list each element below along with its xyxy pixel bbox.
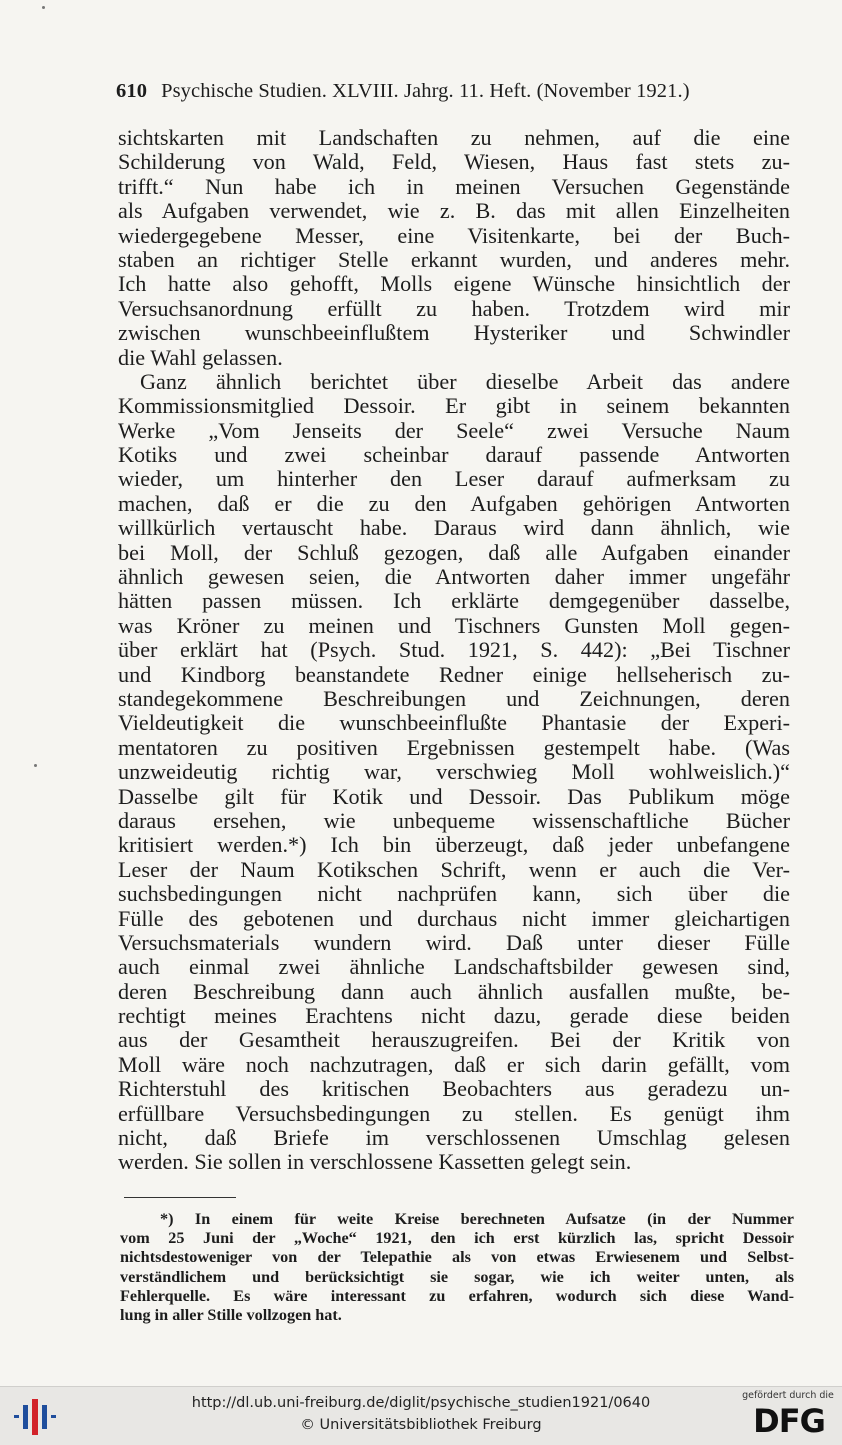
text-line: Ganz ähnlich berichtet über dieselbe Arbeit das andere [140, 368, 790, 394]
text-line: Richterstuhl des kritischen Beobachters aus geradezu un- [118, 1076, 790, 1102]
text-line: daraus ersehen, wie unbequeme wissenschaftliche Bücher [118, 807, 790, 833]
text-line: willkürlich vertauscht habe. Daraus wird dann ähnlich, wie [118, 515, 790, 541]
footnote-line: verständlichem und berücksichtigt sie sogar, wie ich weiter unten, als [120, 1267, 794, 1286]
scan-speck [42, 6, 45, 9]
text-line: wiedergegebene Messer, eine Visitenkarte, bei der Buch- [118, 222, 790, 248]
text-line: Versuchsmaterials wundern wird. Daß unter dieser Fülle [118, 929, 790, 955]
text-line: Leser der Naum Kotikschen Schrift, wenn er auch die Ver- [118, 856, 790, 882]
text-line: Versuchsanordnung erfüllt zu haben. Trotzdem wird mir [118, 295, 790, 321]
text-line: rechtigt meines Erachtens nicht dazu, gerade diese beiden [118, 1003, 790, 1029]
text-line: Kotiks und zwei scheinbar darauf passende Antworten [118, 442, 790, 468]
footnote-line: vom 25 Juni der „Woche“ 1921, den ich erst kürzlich las, spricht Dessoir [120, 1229, 794, 1248]
footnote-line: nichtsdestoweniger von der Telepathie als von etwas Erwiesenem und Selbst- [120, 1248, 794, 1267]
text-line: nicht, daß Briefe im verschlossenen Umschlag gelesen [118, 1125, 790, 1151]
running-header [116, 80, 796, 112]
text-line: Kommissionsmitglied Dessoir. Er gibt in seinem bekannten [118, 393, 790, 419]
footnote [120, 1210, 794, 1325]
sponsor-caption: gefördert durch die [742, 1390, 834, 1401]
text-line: bei Moll, der Schluß gezogen, daß alle Aufgaben einander [118, 539, 790, 565]
text-line: Ich hatte also gehofft, Molls eigene Wünsche hinsichtlich der [118, 271, 790, 297]
text-line: sichtskarten mit Landschaften zu nehmen, auf die eine [118, 125, 790, 150]
text-line: Werke „Vom Jenseits der Seele“ zwei Versuche Naum [118, 417, 790, 443]
text-line: wieder, um hinterher den Leser darauf aufmerksam zu [118, 466, 790, 492]
text-line: Vieldeutigkeit die wunschbeeinflußte Phantasie der Experi- [118, 710, 790, 736]
scan-speck [34, 764, 37, 767]
text-line: aus der Gesamtheit herauszugreifen. Bei der Kritik von [118, 1027, 790, 1053]
text-line: ähnlich gewesen seien, die Antworten daher immer ungefähr [118, 564, 790, 590]
copyright-notice: © Universitätsbibliothek Freiburg [300, 1417, 542, 1433]
permalink-url[interactable]: http://dl.ub.uni-freiburg.de/diglit/psychische_studien1921/0640 [191, 1395, 651, 1411]
text-line: Dasselbe gilt für Kotik und Dessoir. Das Publikum möge [118, 783, 790, 809]
dfg-sponsor-logo[interactable] [740, 1390, 836, 1442]
text-line: über erklärt hat (Psych. Stud. 1921, S. 442): „Bei Tischner [118, 637, 790, 663]
footnote-line: lung in aller Stille vollzogen hat. [120, 1305, 342, 1324]
text-line: machen, daß er die zu den Aufgaben gehörigen Antworten [118, 490, 790, 516]
text-line: unzweideutig richtig war, verschwieg Moll wohlweislich.)“ [118, 759, 790, 785]
text-line: trifft.“ Nun habe ich in meinen Versuchen Gegenstände [118, 173, 790, 199]
text-line: kritisiert werden.*) Ich bin überzeugt, daß jeder unbefangene [118, 832, 790, 858]
text-line: suchsbedingungen nicht nachprüfen kann, sich über die [118, 881, 790, 907]
footnote-rule [124, 1197, 236, 1198]
text-line: deren Beschreibung dann auch ähnlich ausfallen mußte, be- [118, 978, 790, 1004]
text-line: Moll wäre noch nachzutragen, daß er sich darin gefällt, vom [118, 1051, 790, 1077]
text-line: hätten passen müssen. Ich erklärte demgegenüber dasselbe, [118, 588, 790, 614]
text-line: die Wahl gelassen. [118, 344, 283, 370]
text-line: und Kindborg beanstandete Redner einige hellseherisch zu- [118, 661, 790, 687]
text-line: staben an richtiger Stelle erkannt wurden, und anderes mehr. [118, 246, 790, 272]
text-line: werden. Sie sollen in verschlossene Kassetten gelegt sein. [118, 1149, 632, 1175]
text-line: mentatoren zu positiven Ergebnissen gestempelt habe. (Was [118, 734, 790, 760]
text-line: zwischen wunschbeeinflußtem Hysteriker und Schwindler [118, 320, 790, 346]
text-line: auch einmal zwei ähnliche Landschaftsbilder gewesen sind, [118, 954, 790, 980]
text-line: was Kröner zu meinen und Tischners Gunsten Moll gegen- [118, 612, 790, 638]
dfg-logo-text: DFG [753, 1402, 825, 1440]
viewer-footer [0, 1386, 842, 1445]
running-title: Psychische Studien​. XLVIII. Jahrg. 11. Heft. (November 1921.) [161, 80, 690, 102]
text-line: Schilderung von Wald, Feld, Wiesen, Haus fast stets zu- [118, 149, 790, 175]
page-number: 610 [116, 80, 148, 102]
footnote-line: *) In einem für weite Kreise berechneten Aufsatze (in der Nummer [160, 1210, 794, 1228]
footnote-line: Fehlerquelle. Es wäre interessant zu erfahren, wodurch sich diese Wand- [120, 1286, 794, 1305]
text-line: erfüllbare Versuchsbedingungen zu stellen. Es genügt ihm [118, 1100, 790, 1126]
text-line: standegekommene Beschreibungen und Zeichnungen, deren [118, 685, 790, 711]
text-line: Fülle des gebotenen und durchaus nicht immer gleichartigen [118, 905, 790, 931]
text-line: als Aufgaben verwendet, wie z. B. das mit allen Einzelheiten [118, 198, 790, 224]
body-text [118, 126, 790, 1175]
